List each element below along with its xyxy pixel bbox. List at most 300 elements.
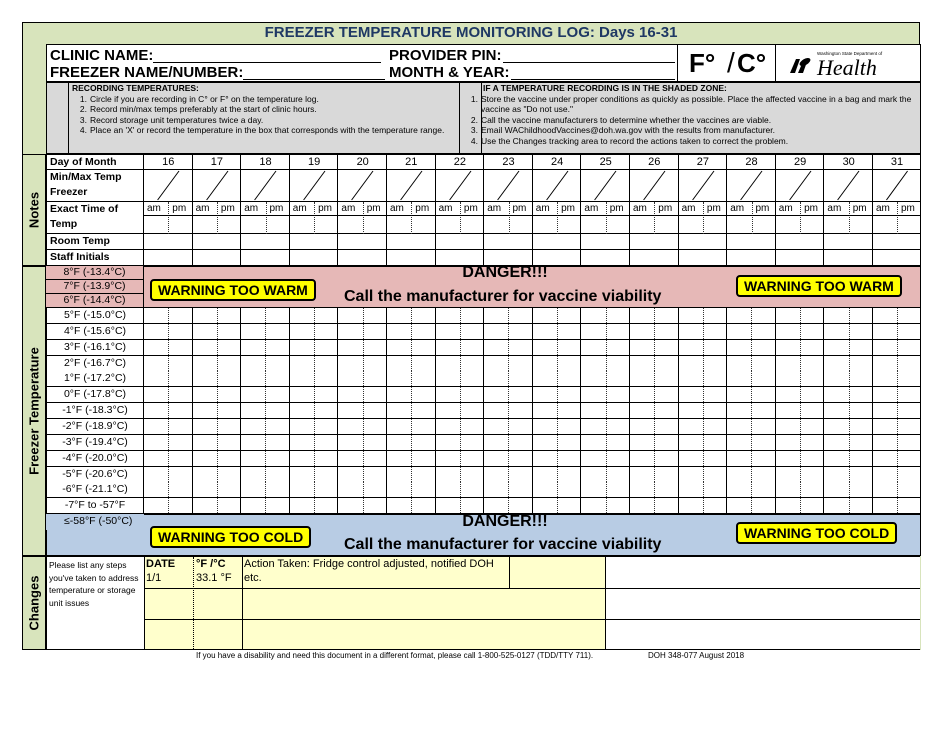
temp-cell[interactable]	[873, 482, 921, 498]
am-pm-divider	[363, 451, 364, 466]
temp-cell[interactable]	[533, 356, 582, 372]
temp-cell[interactable]	[873, 371, 921, 387]
temp-cell[interactable]	[144, 467, 193, 483]
temp-cell[interactable]	[533, 467, 582, 483]
temp-cell[interactable]	[581, 403, 630, 419]
temp-cell[interactable]	[193, 451, 242, 467]
temp-cell[interactable]	[144, 387, 193, 403]
am-pm-divider	[751, 435, 752, 450]
am-pm-divider	[411, 482, 412, 497]
provider-pin-label: PROVIDER PIN:	[389, 47, 502, 64]
room-temp-cell[interactable]	[436, 234, 485, 250]
temp-cell[interactable]	[290, 403, 339, 419]
temp-cell[interactable]	[824, 467, 873, 483]
staff-initials-cell[interactable]	[824, 250, 873, 266]
clinic-name-field[interactable]	[153, 62, 381, 63]
temp-cell[interactable]	[776, 419, 825, 435]
am-pm-divider	[508, 419, 509, 434]
temp-cell[interactable]	[387, 435, 436, 451]
temp-cell[interactable]	[387, 340, 436, 356]
changes-instructions: Please list any steps you've taken to address temperature or storage unit issues	[49, 560, 139, 608]
min-max-cell[interactable]	[581, 170, 630, 202]
temp-cell[interactable]	[387, 356, 436, 372]
temp-cell[interactable]	[290, 467, 339, 483]
temp-cell[interactable]	[193, 498, 242, 514]
temp-cell[interactable]	[727, 467, 776, 483]
temp-cell[interactable]	[436, 340, 485, 356]
temp-cell[interactable]	[436, 356, 485, 372]
temp-cell[interactable]	[873, 435, 921, 451]
changes-date-cell[interactable]: DATE 1/1	[146, 558, 176, 584]
temp-cell[interactable]	[533, 371, 582, 387]
temp-cell[interactable]	[581, 435, 630, 451]
temp-cell[interactable]	[387, 419, 436, 435]
staff-initials-cell[interactable]	[679, 250, 728, 266]
day-number: 19	[307, 156, 321, 168]
temp-cell[interactable]	[436, 308, 485, 324]
am-pm-divider	[508, 371, 509, 386]
temp-cell[interactable]	[581, 308, 630, 324]
temp-cell[interactable]	[679, 498, 728, 514]
temp-cell[interactable]	[630, 387, 679, 403]
temp-cell[interactable]	[290, 435, 339, 451]
temp-cell[interactable]	[338, 451, 387, 467]
temp-cell[interactable]	[533, 419, 582, 435]
temp-cell[interactable]	[144, 324, 193, 340]
temp-cell[interactable]	[776, 467, 825, 483]
temp-cell[interactable]	[581, 451, 630, 467]
temp-cell[interactable]	[727, 435, 776, 451]
temp-cell[interactable]	[144, 419, 193, 435]
am-label: am	[390, 203, 404, 214]
temp-cell[interactable]	[630, 419, 679, 435]
celsius-unit[interactable]: C°	[737, 48, 767, 78]
temp-cell[interactable]	[387, 324, 436, 340]
freezer-name-field[interactable]	[243, 79, 385, 80]
temp-cell[interactable]	[533, 435, 582, 451]
temp-cell[interactable]	[436, 482, 485, 498]
temp-cell[interactable]	[824, 340, 873, 356]
min-max-cell[interactable]	[679, 170, 728, 202]
temp-cell[interactable]	[824, 482, 873, 498]
temp-cell[interactable]	[338, 308, 387, 324]
min-max-cell[interactable]	[484, 170, 533, 202]
am-pm-divider	[265, 356, 266, 371]
temp-cell[interactable]	[873, 498, 921, 514]
temp-cell[interactable]	[387, 482, 436, 498]
day-number: 27	[696, 156, 710, 168]
temp-cell[interactable]	[484, 467, 533, 483]
temp-cell[interactable]	[338, 340, 387, 356]
temp-cell[interactable]	[484, 498, 533, 514]
temp-cell[interactable]	[873, 340, 921, 356]
temp-cell[interactable]	[338, 324, 387, 340]
temp-cell[interactable]	[727, 403, 776, 419]
temp-cell[interactable]	[193, 324, 242, 340]
temp-cell[interactable]	[387, 467, 436, 483]
am-pm-divider	[703, 403, 704, 418]
temp-cell[interactable]	[241, 403, 290, 419]
temp-cell[interactable]	[338, 419, 387, 435]
temp-cell[interactable]	[776, 324, 825, 340]
temp-cell[interactable]	[824, 451, 873, 467]
min-max-cell[interactable]	[824, 170, 873, 202]
temp-cell[interactable]	[290, 451, 339, 467]
temp-cell[interactable]	[873, 308, 921, 324]
min-max-cell[interactable]	[338, 170, 387, 202]
room-temp-cell[interactable]	[776, 234, 825, 250]
temp-cell[interactable]	[144, 435, 193, 451]
staff-initials-cell[interactable]	[776, 250, 825, 266]
temp-cell[interactable]	[241, 482, 290, 498]
temp-cell[interactable]	[727, 482, 776, 498]
temp-cell[interactable]	[630, 482, 679, 498]
temp-cell[interactable]	[144, 308, 193, 324]
temp-cell[interactable]	[290, 340, 339, 356]
min-max-cell[interactable]	[873, 170, 921, 202]
temp-cell[interactable]	[387, 387, 436, 403]
temp-cell[interactable]	[338, 435, 387, 451]
temp-cell[interactable]	[776, 498, 825, 514]
temp-cell[interactable]	[776, 371, 825, 387]
staff-initials-cell[interactable]	[193, 250, 242, 266]
temp-cell[interactable]	[581, 498, 630, 514]
temp-cell[interactable]	[436, 403, 485, 419]
temp-cell[interactable]	[484, 482, 533, 498]
temp-cell[interactable]	[484, 451, 533, 467]
temp-cell[interactable]	[630, 308, 679, 324]
temp-cell[interactable]	[533, 482, 582, 498]
temp-cell[interactable]	[776, 482, 825, 498]
temp-cell[interactable]	[338, 467, 387, 483]
am-pm-divider	[897, 308, 898, 323]
am-pm-divider	[217, 403, 218, 418]
am-pm-divider	[314, 403, 315, 418]
temp-cell[interactable]	[581, 419, 630, 435]
temp-cell[interactable]	[484, 308, 533, 324]
warning-too-warm-right: WARNING TOO WARM	[736, 275, 902, 297]
temp-cell[interactable]	[436, 498, 485, 514]
min-max-temp-label: Min/Max Temp Freezer	[46, 170, 144, 202]
am-pm-divider	[897, 356, 898, 371]
temp-cell[interactable]	[533, 451, 582, 467]
temp-cell[interactable]	[144, 403, 193, 419]
temp-cell[interactable]	[679, 467, 728, 483]
min-max-cell[interactable]	[387, 170, 436, 202]
month-year-field[interactable]	[511, 79, 675, 80]
temp-cell[interactable]	[533, 498, 582, 514]
temp-cell[interactable]	[581, 356, 630, 372]
am-pm-divider	[849, 435, 850, 450]
temp-cell[interactable]	[873, 356, 921, 372]
temp-cell[interactable]	[290, 419, 339, 435]
staff-initials-cell[interactable]	[581, 250, 630, 266]
temp-cell[interactable]	[241, 356, 290, 372]
temp-cell[interactable]	[436, 324, 485, 340]
am-pm-divider	[703, 308, 704, 323]
temp-cell[interactable]	[484, 419, 533, 435]
room-temp-cell[interactable]	[193, 234, 242, 250]
temp-cell[interactable]	[581, 371, 630, 387]
min-max-diagonal	[581, 170, 630, 201]
temp-cell[interactable]	[776, 435, 825, 451]
fahrenheit-unit[interactable]: F°	[689, 48, 716, 78]
staff-initials-cell[interactable]	[873, 250, 921, 266]
temp-cell[interactable]	[193, 340, 242, 356]
temp-cell[interactable]	[679, 419, 728, 435]
temp-cell[interactable]	[727, 356, 776, 372]
temp-cell[interactable]	[581, 467, 630, 483]
room-temp-cell[interactable]	[338, 234, 387, 250]
temp-cell[interactable]	[630, 340, 679, 356]
temp-cell[interactable]	[193, 419, 242, 435]
temp-cell[interactable]	[630, 498, 679, 514]
am-pm-divider	[897, 324, 898, 339]
temp-cell[interactable]	[436, 387, 485, 403]
temp-cell[interactable]	[193, 387, 242, 403]
temp-cell[interactable]	[679, 482, 728, 498]
staff-initials-cell[interactable]	[290, 250, 339, 266]
temp-cell[interactable]	[484, 340, 533, 356]
room-temp-label: Room Temp	[46, 234, 144, 250]
temp-cell[interactable]	[679, 451, 728, 467]
staff-initials-cell[interactable]	[387, 250, 436, 266]
min-max-cell[interactable]	[776, 170, 825, 202]
temp-cell[interactable]	[630, 435, 679, 451]
temp-cell[interactable]	[241, 387, 290, 403]
staff-initials-cell[interactable]	[144, 250, 193, 266]
temp-cell[interactable]	[776, 451, 825, 467]
temp-cell[interactable]	[727, 498, 776, 514]
temp-cell[interactable]	[776, 340, 825, 356]
temp-cell[interactable]	[290, 324, 339, 340]
temp-cell[interactable]	[387, 498, 436, 514]
min-max-cell[interactable]	[193, 170, 242, 202]
temp-cell[interactable]	[387, 371, 436, 387]
room-temp-cell[interactable]	[241, 234, 290, 250]
min-max-cell[interactable]	[727, 170, 776, 202]
temp-cell[interactable]	[630, 356, 679, 372]
temp-cell[interactable]	[824, 308, 873, 324]
temp-cell[interactable]	[241, 324, 290, 340]
temp-cell[interactable]	[727, 419, 776, 435]
temp-cell[interactable]	[193, 371, 242, 387]
temp-cell[interactable]	[338, 387, 387, 403]
temp-cell[interactable]	[290, 371, 339, 387]
room-temp-cell[interactable]	[727, 234, 776, 250]
temp-cell[interactable]	[144, 356, 193, 372]
temp-cell[interactable]	[679, 356, 728, 372]
temp-cell[interactable]	[824, 356, 873, 372]
room-temp-cell[interactable]	[873, 234, 921, 250]
temp-cell[interactable]	[630, 324, 679, 340]
min-max-cell[interactable]	[241, 170, 290, 202]
temp-cell[interactable]	[533, 387, 582, 403]
temp-cell[interactable]	[679, 387, 728, 403]
staff-initials-cell[interactable]	[338, 250, 387, 266]
am-pm-divider	[800, 356, 801, 371]
temp-cell[interactable]	[241, 340, 290, 356]
temp-cell[interactable]	[824, 324, 873, 340]
temp-cell[interactable]	[484, 403, 533, 419]
temp-cell[interactable]	[484, 435, 533, 451]
room-temp-cell[interactable]	[144, 234, 193, 250]
changes-temp-cell[interactable]: °F /°C 33.1 °F	[196, 558, 232, 584]
staff-initials-cell[interactable]	[241, 250, 290, 266]
temp-cell[interactable]	[873, 451, 921, 467]
room-temp-cell[interactable]	[533, 234, 582, 250]
temp-cell[interactable]	[630, 467, 679, 483]
temp-cell[interactable]	[387, 308, 436, 324]
temp-cell[interactable]	[290, 387, 339, 403]
temp-cell[interactable]	[144, 482, 193, 498]
pm-label: pm	[415, 203, 430, 214]
room-temp-cell[interactable]	[290, 234, 339, 250]
temp-cell[interactable]	[484, 387, 533, 403]
temp-cell[interactable]	[630, 403, 679, 419]
pm-label: pm	[512, 203, 527, 214]
temp-cell[interactable]	[679, 435, 728, 451]
temp-cell[interactable]	[824, 403, 873, 419]
temp-cell[interactable]	[436, 435, 485, 451]
temp-cell[interactable]	[533, 324, 582, 340]
temp-cell[interactable]	[679, 371, 728, 387]
am-pm-divider	[703, 340, 704, 355]
min-max-cell[interactable]	[144, 170, 193, 202]
pm-label: pm	[463, 203, 478, 214]
temp-cell[interactable]	[679, 324, 728, 340]
temp-cell[interactable]	[193, 467, 242, 483]
min-max-cell[interactable]	[436, 170, 485, 202]
temp-cell[interactable]	[727, 451, 776, 467]
temp-cell[interactable]	[581, 387, 630, 403]
temp-cell[interactable]	[436, 419, 485, 435]
temp-cell[interactable]	[533, 403, 582, 419]
am-pm-divider	[557, 451, 558, 466]
temp-cell[interactable]	[290, 308, 339, 324]
am-pm-divider	[849, 387, 850, 402]
temp-cell[interactable]	[533, 340, 582, 356]
am-pm-divider	[703, 482, 704, 497]
room-temp-cell[interactable]	[484, 234, 533, 250]
temp-cell[interactable]	[630, 371, 679, 387]
room-temp-cell[interactable]	[387, 234, 436, 250]
temp-cell[interactable]	[727, 387, 776, 403]
temp-cell[interactable]	[727, 371, 776, 387]
temp-cell[interactable]	[727, 340, 776, 356]
temp-cell[interactable]	[824, 435, 873, 451]
temp-cell[interactable]	[436, 371, 485, 387]
room-temp-cell[interactable]	[679, 234, 728, 250]
temp-cell[interactable]	[193, 482, 242, 498]
temp-cell[interactable]	[873, 324, 921, 340]
am-pm-divider	[606, 498, 607, 513]
temp-cell[interactable]	[387, 403, 436, 419]
temp-cell[interactable]	[193, 308, 242, 324]
temp-cell[interactable]	[776, 356, 825, 372]
temp-cell[interactable]	[873, 467, 921, 483]
temp-label: -6°F (-21.1°C)	[46, 482, 144, 498]
temp-cell[interactable]	[776, 387, 825, 403]
temp-cell[interactable]	[387, 451, 436, 467]
temp-cell[interactable]	[776, 308, 825, 324]
temp-cell[interactable]	[727, 324, 776, 340]
temp-cell[interactable]	[241, 498, 290, 514]
temp-cell[interactable]	[581, 340, 630, 356]
temp-cell[interactable]	[144, 498, 193, 514]
temp-cell[interactable]	[679, 403, 728, 419]
temp-cell[interactable]	[290, 482, 339, 498]
temp-cell[interactable]	[533, 308, 582, 324]
temp-cell[interactable]	[484, 371, 533, 387]
min-max-cell[interactable]	[630, 170, 679, 202]
temp-cell[interactable]	[873, 419, 921, 435]
temp-cell[interactable]	[290, 356, 339, 372]
temp-cell[interactable]	[144, 451, 193, 467]
staff-initials-cell[interactable]	[630, 250, 679, 266]
temp-cell[interactable]	[338, 482, 387, 498]
temp-cell[interactable]	[630, 451, 679, 467]
temp-cell[interactable]	[436, 467, 485, 483]
temp-cell[interactable]	[581, 482, 630, 498]
temp-cell[interactable]	[193, 356, 242, 372]
provider-pin-field[interactable]	[503, 62, 675, 63]
temp-cell[interactable]	[241, 467, 290, 483]
temp-cell[interactable]	[193, 435, 242, 451]
temp-cell[interactable]	[824, 371, 873, 387]
temp-cell[interactable]	[484, 356, 533, 372]
temp-cell[interactable]	[338, 356, 387, 372]
temp-cell[interactable]	[436, 451, 485, 467]
am-label: am	[195, 203, 210, 214]
am-pm-divider	[703, 435, 704, 450]
temp-cell[interactable]	[241, 371, 290, 387]
min-max-cell[interactable]	[533, 170, 582, 202]
staff-initials-cell[interactable]	[727, 250, 776, 266]
temp-cell[interactable]	[824, 387, 873, 403]
changes-action-cell[interactable]: Action Taken: Fridge control adjusted, notified DOH etc.	[244, 558, 494, 584]
temp-cell[interactable]	[824, 498, 873, 514]
am-pm-divider	[606, 435, 607, 450]
temp-cell[interactable]	[338, 371, 387, 387]
temp-cell[interactable]	[290, 498, 339, 514]
room-temp-cell[interactable]	[630, 234, 679, 250]
temp-cell[interactable]	[338, 403, 387, 419]
temp-cell[interactable]	[241, 435, 290, 451]
temp-cell[interactable]	[824, 419, 873, 435]
temp-cell[interactable]	[338, 498, 387, 514]
temp-cell[interactable]	[193, 403, 242, 419]
temp-cell[interactable]	[679, 340, 728, 356]
temp-cell[interactable]	[727, 308, 776, 324]
temp-cell[interactable]	[581, 324, 630, 340]
temp-cell[interactable]	[241, 451, 290, 467]
am-pm-divider	[897, 387, 898, 402]
temp-cell[interactable]	[484, 324, 533, 340]
temp-cell[interactable]	[241, 308, 290, 324]
temp-cell[interactable]	[873, 403, 921, 419]
room-temp-cell[interactable]	[824, 234, 873, 250]
temp-cell[interactable]	[679, 308, 728, 324]
temp-cell[interactable]	[776, 403, 825, 419]
temp-cell[interactable]	[241, 419, 290, 435]
am-pm-divider	[703, 371, 704, 386]
temp-cell[interactable]	[873, 387, 921, 403]
temp-cell[interactable]	[144, 371, 193, 387]
temp-cell[interactable]	[144, 340, 193, 356]
min-max-cell[interactable]	[290, 170, 339, 202]
room-temp-cell[interactable]	[581, 234, 630, 250]
